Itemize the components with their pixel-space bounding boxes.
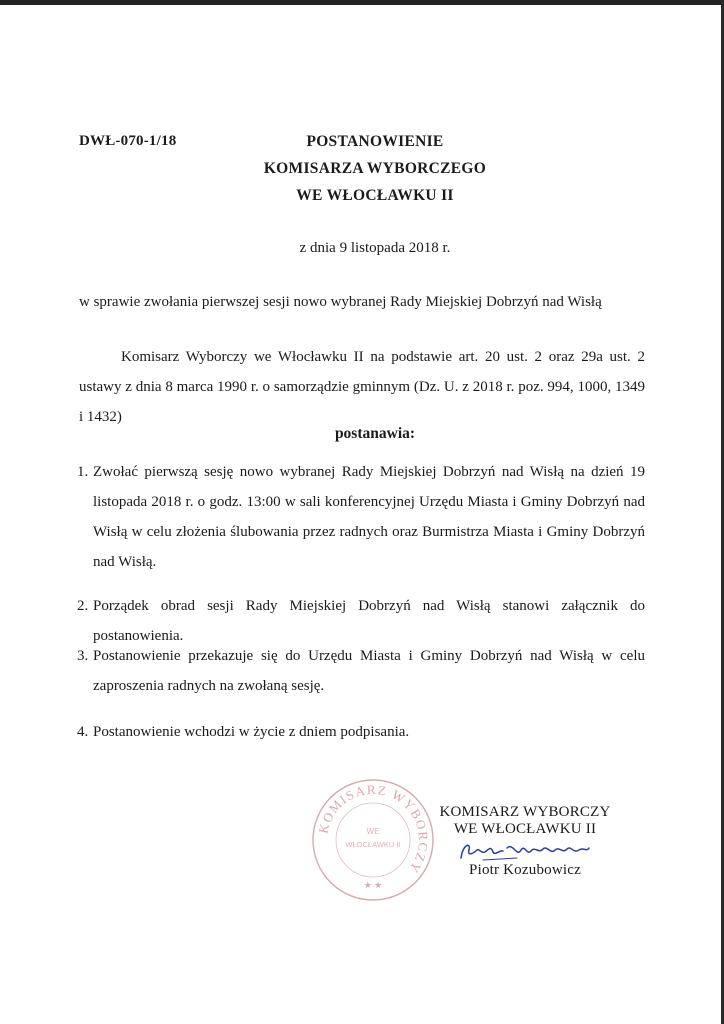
document-date: z dnia 9 listopada 2018 r. bbox=[299, 240, 451, 256]
page-top-edge bbox=[0, 0, 724, 5]
handwritten-signature bbox=[455, 840, 595, 862]
intro-paragraph bbox=[79, 342, 645, 432]
stamp-center-line-2: WŁOCŁAWKU II bbox=[345, 840, 401, 849]
stamp-center-line-1: WE bbox=[366, 827, 380, 836]
list-item bbox=[77, 641, 645, 701]
subject-line: w sprawie zwołania pierwszej sesji nowo wybranej Rady Miejskiej Dobrzyń nad Wisłą bbox=[79, 294, 602, 310]
list-item-number: 3. bbox=[77, 648, 89, 664]
list-item bbox=[77, 457, 645, 577]
official-stamp bbox=[309, 776, 437, 904]
stamp-star-icon: ★ ★ bbox=[363, 880, 383, 890]
title-line-2: KOMISARZA WYBORCZEGO bbox=[263, 160, 487, 177]
signature-block bbox=[430, 804, 620, 879]
decision-heading: postanawia: bbox=[334, 425, 416, 442]
signatory-title-1: KOMISARZ WYBORCZY bbox=[439, 804, 611, 820]
list-item-text: Porządek obrad sesji Rady Miejskiej Dobrzyń nad Wisłą stanowi załącznik do postanowienia. bbox=[93, 598, 645, 644]
signatory-name: Piotr Kozubowicz bbox=[469, 862, 581, 878]
list-item bbox=[77, 717, 645, 747]
stamp-ring-text: KOMISARZ WYBORCZY bbox=[315, 781, 432, 877]
list-item-number: 4. bbox=[77, 724, 89, 740]
signatory-title-2: WE WŁOCŁAWKU II bbox=[453, 821, 597, 837]
list-item-number: 1. bbox=[77, 464, 89, 480]
intro-text: Komisarz Wyborczy we Włocławku II na podstawie art. 20 ust. 2 oraz 29a ust. 2 ustawy z dnia 8 marca 1990 r. o samorządzie gminnym (Dz. U. z 2018 r. poz. 994, 1000, 1349 i 1432) bbox=[79, 349, 645, 425]
list-item-text: Postanowienie przekazuje się do Urzędu Miasta i Gminy Dobrzyń nad Wisłą w celu zaproszenia radnych na zwołaną sesję. bbox=[93, 648, 645, 694]
reference-number: DWŁ-070-1/18 bbox=[79, 133, 177, 149]
title-line-3: WE WŁOCŁAWKU II bbox=[296, 187, 454, 204]
list-item-text: Zwołać pierwszą sesję nowo wybranej Rady Miejskiej Dobrzyń nad Wisłą na dzień 19 listopada 2018 r. o godz. 13:00 w sali konferencyjnej Urzędu Miasta i Gminy Dobrzyń nad Wisłą w celu złożenia ślubowania przez radnych oraz Burmistrza Miasta i Gminy Dobrzyń nad Wisłą. bbox=[93, 464, 645, 570]
list-item-number: 2. bbox=[77, 598, 89, 614]
list-item-text: Postanowienie wchodzi w życie z dniem podpisania. bbox=[93, 724, 410, 740]
title-line-1: POSTANOWIENIE bbox=[306, 133, 444, 150]
